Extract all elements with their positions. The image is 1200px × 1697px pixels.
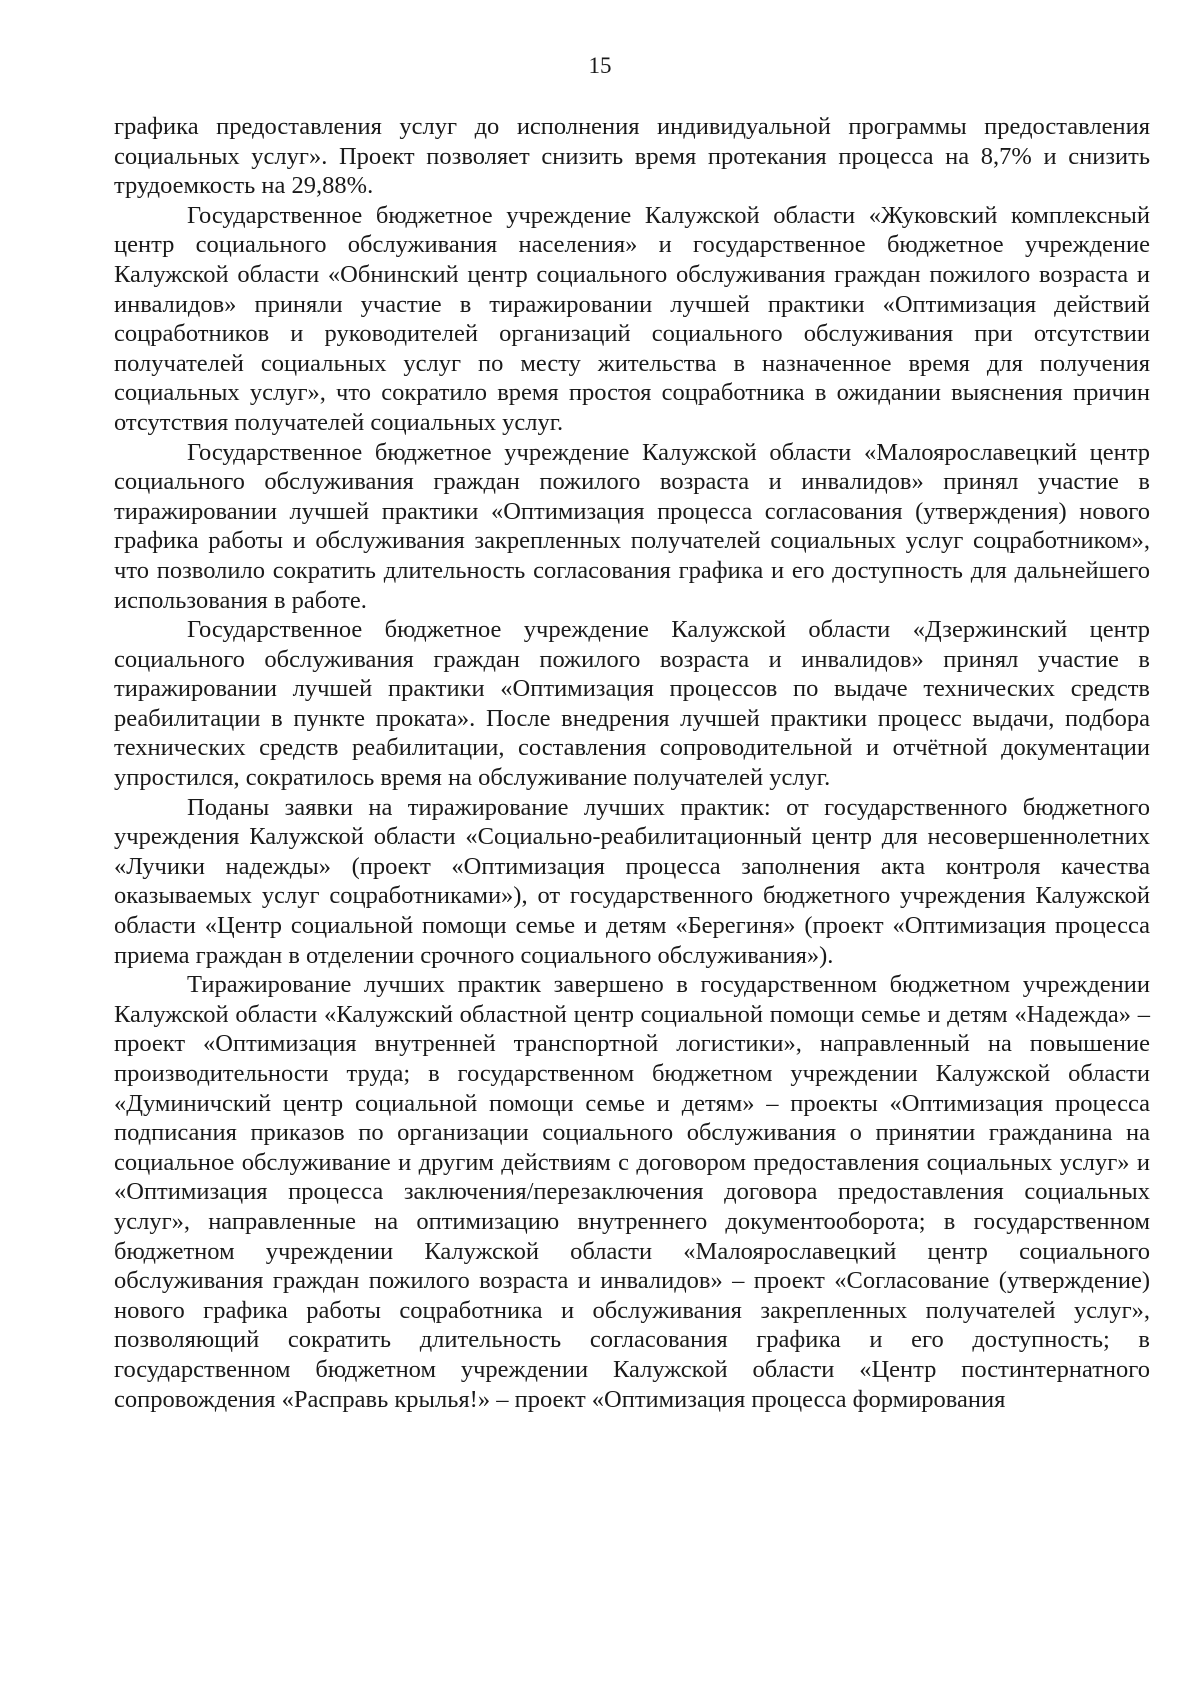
page-number: 15	[588, 53, 612, 78]
document-body	[114, 112, 1150, 1414]
paragraph-continuation: графика предоставления услуг до исполнения индивидуальной программы предоставления социальных услуг». Проект позволяет снизить время протекания процесса на 8,7% и снизить трудоемкость на 29,88%.	[114, 113, 1150, 200]
paragraph-applications-submitted: Поданы заявки на тиражирование лучших практик: от государственного бюджетного учреждения Калужской области «Социально-реабилитационный центр для несовершеннолетних «Лучики надежды» (проект «Оптимизация процесса заполнения акта контроля качества оказываемых услуг соцработниками»), от государственного бюджетного учреждения Калужской области «Центр социальной помощи семье и детям «Берегиня» (проект «Оптимизация процесса приема граждан в отделении срочного социального обслуживания»).	[114, 793, 1150, 969]
paragraph-replication-completed: Тиражирование лучших практик завершено в государственном бюджетном учреждении Калужской области «Калужский областной центр социальной помощи семье и детям «Надежда» – проект «Оптимизация внутренней транспортной логистики», направленный на повышение производительности труда; в государственном бюджетном учреждении Калужской области «Думиничский центр социальной помощи семье и детям» – проекты «Оптимизация процесса подписания приказов по организации социального обслуживания о принятии гражданина на социальное обслуживание и другим действиям с договором предоставления социальных услуг» и «Оптимизация процесса заключения/перезаключения договора предоставления социальных услуг», направленные на оптимизацию внутреннего документооборота; в государственном бюджетном учреждении Калужской области «Малоярославецкий центр социального обслуживания граждан пожилого возраста и инвалидов» – проект «Согласование (утверждение) нового графика работы соцработника и обслуживания закрепленных получателей услуг», позволяющий сократить длительность согласования графика и его доступность; в государственном бюджетном учреждении Калужской области «Центр постинтернатного сопровождения «Расправь крылья!» – проект «Оптимизация процесса формирования	[114, 971, 1150, 1413]
paragraph-dzerzhinsky-practice: Государственное бюджетное учреждение Калужской области «Дзержинский центр социального обслуживания граждан пожилого возраста и инвалидов» принял участие в тиражировании лучшей практики «Оптимизация процессов по выдаче технических средств реабилитации в пункте проката». После внедрения лучшей практики процесс выдачи, подбора технических средств реабилитации, составления сопроводительной и отчётной документации упростился, сократилось время на обслуживание получателей услуг.	[114, 616, 1150, 792]
paragraph-maloyaroslavets-practice: Государственное бюджетное учреждение Калужской области «Малоярославецкий центр социального обслуживания граждан пожилого возраста и инвалидов» принял участие в тиражировании лучшей практики «Оптимизация процесса согласования (утверждения) нового графика работы и обслуживания закрепленных получателей социальных услуг соцработником», что позволило сократить длительность согласования графика и его доступность для дальнейшего использования в работе.	[114, 438, 1150, 614]
paragraph-zhukov-obninsk-practice: Государственное бюджетное учреждение Калужской области «Жуковский комплексный центр социального обслуживания населения» и государственное бюджетное учреждение Калужской области «Обнинский центр социального обслуживания граждан пожилого возраста и инвалидов» приняли участие в тиражировании лучшей практики «Оптимизация действий соцработников и руководителей организаций социального обслуживания при отсутствии получателей социальных услуг по месту жительства в назначенное время для получения социальных услуг», что сократило время простоя соцработника в ожидании выяснения причин отсутствия получателей социальных услуг.	[114, 201, 1150, 436]
